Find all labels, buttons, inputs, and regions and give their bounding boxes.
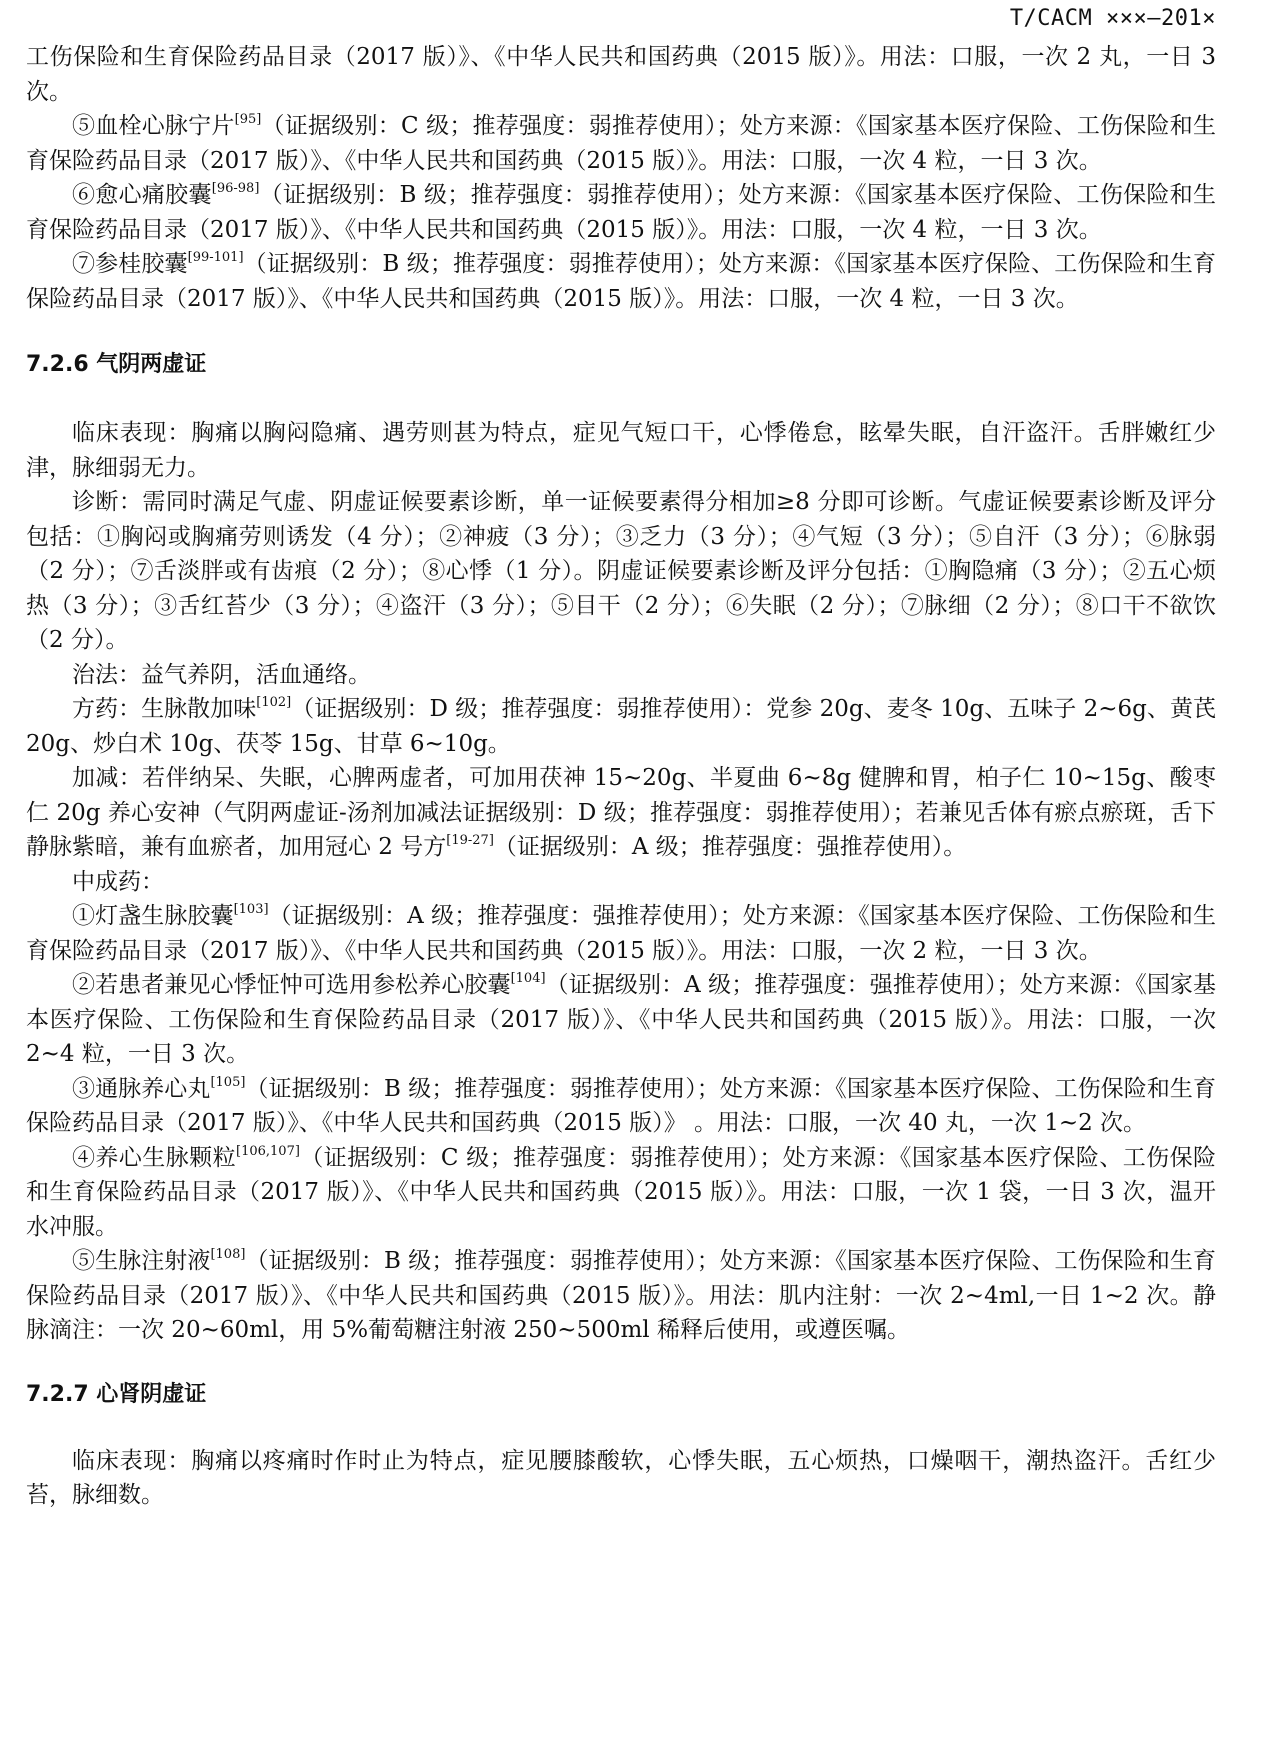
medicine-details: （证据级别：B 级；推荐强度：弱推荐使用）；处方来源：《国家基本医疗保险、工伤保险和生育保险药品目录（2017 版）》、《中华人民共和国药典（2015 版）》。用法：口服，一次 4 粒，一日 3 次。 [26,182,1217,243]
medicine-details: （证据级别：B 级；推荐强度：弱推荐使用）；处方来源：《国家基本医疗保险、工伤保险和生育保险药品目录（2017 版）》、《中华人民共和国药典（2015 版）》 。用法：口服，一次 40 丸，一次 1~2 次。 [26,1075,1216,1136]
modification-text: 加减：若伴纳呆、失眠，心脾两虚者，可加用茯神 15~20g、半夏曲 6~8g 健脾和胃，柏子仁 10~15g、酸枣仁 20g 养心安神（气阴两虚证-汤剂加减法证据级别：D 级；推荐强度：弱推荐使用）；若兼见舌体有瘀点瘀斑，舌下静脉紫暗，兼有血瘀者，加用冠心 2 号方 [26,765,1216,860]
citation-ref: [95] [234,112,262,127]
citation-ref: [104] [510,971,546,986]
medicine-item [26,899,1216,968]
medicine-name: ⑤血栓心脉宁片 [72,113,235,139]
formula-text: 方药：生脉散加味 [72,696,257,722]
medicine-item [26,109,1216,178]
medicine-item [26,1141,1216,1245]
modification-details: （证据级别：A 级；推荐强度：强推荐使用）。 [493,834,967,860]
medicine-name: ⑥愈心痛胶囊 [72,182,212,208]
medicine-name: ①灯盏生脉胶囊 [72,903,234,929]
section-heading: 7.2.7 心肾阴虚证 [26,1381,207,1407]
citation-ref: [96-98] [211,181,260,196]
citation-ref: [103] [233,902,269,917]
medicine-name: ③通脉养心丸 [72,1075,211,1102]
medicine-name: ④养心生脉颗粒 [72,1144,237,1171]
treatment-paragraph: 治法：益气养阴，活血通络。 [72,661,371,688]
section-heading: 7.2.6 气阴两虚证 [26,352,207,377]
medicine-name: ⑤生脉注射液 [72,1248,211,1274]
medicine-details: （证据级别：A 级；推荐强度：强推荐使用）；处方来源：《国家基本医疗保险、工伤保险和生育保险药品目录（2017 版）》、《中华人民共和国药典（2015 版）》。用法：口服，一次 2 粒，一日 3 次。 [26,903,1217,964]
document-body [26,40,1216,1513]
clinical-manifestation: 临床表现：胸痛以胸闷隐痛、遇劳则甚为特点，症见气短口干，心悸倦怠，眩晕失眠，自汗盗汗。舌胖嫩红少津，脉细弱无力。 [26,420,1216,481]
citation-ref: [102] [256,695,292,710]
formula-paragraph [26,692,1216,761]
medicine-details: （证据级别：B 级；推荐强度：弱推荐使用）；处方来源：《国家基本医疗保险、工伤保险和生育保险药品目录（2017 版）》、《中华人民共和国药典（2015 版）》。用法：口服，一次 4 粒，一日 3 次。 [26,251,1217,312]
citation-ref: [105] [210,1074,246,1090]
citation-ref: [108] [210,1247,246,1262]
medicine-details: （证据级别：A 级；推荐强度：强推荐使用）；处方来源：《国家基本医疗保险、工伤保险和生育保险药品目录（2017 版）》、《中华人民共和国药典（2015 版）》。用法：口服，一次 2~4 粒，一日 3 次。 [26,972,1216,1067]
medicine-name: ②若患者兼见心悸怔忡可选用参松养心胶囊 [72,972,511,998]
medicine-details: （证据级别：B 级；推荐强度：弱推荐使用）；处方来源：《国家基本医疗保险、工伤保险和生育保险药品目录（2017 版）》、《中华人民共和国药典（2015 版）》。用法：肌内注射：一次 2~4ml,一日 1~2 次。静脉滴注：一次 20~60ml，用 5%葡萄糖注射液 250~500ml 稀释后使用，或遵医嘱。 [26,1248,1216,1343]
paragraph-continued: 工伤保险和生育保险药品目录（2017 版）》、《中华人民共和国药典（2015 版）》。用法：口服，一次 2 丸，一日 3 次。 [26,44,1216,105]
formula-details: （证据级别：D 级；推荐强度：弱推荐使用）：党参 20g、麦冬 10g、五味子 2~6g、黄芪 20g、炒白术 10g、茯苓 15g、甘草 6~10g。 [26,696,1216,757]
tcm-label: 中成药： [72,868,164,895]
document-code: T/CACM ×××—201× [1009,6,1216,31]
medicine-item [26,178,1216,247]
medicine-item [26,1072,1216,1141]
medicine-item [26,968,1216,1072]
citation-ref: [99-101] [187,250,244,265]
medicine-details: （证据级别：C 级；推荐强度：弱推荐使用）；处方来源：《国家基本医疗保险、工伤保险和生育保险药品目录（2017 版）》、《中华人民共和国药典（2015 版）》。用法：口服，一次 1 袋，一日 3 次，温开水冲服。 [26,1144,1216,1240]
modification-paragraph [26,761,1216,865]
medicine-item [26,1244,1216,1348]
clinical-manifestation: 临床表现：胸痛以疼痛时作时止为特点，症见腰膝酸软，心悸失眠，五心烦热，口燥咽干，潮热盗汗。舌红少苔，脉细数。 [26,1447,1216,1508]
medicine-item [26,247,1216,316]
medicine-name: ⑦参桂胶囊 [72,251,188,277]
medicine-details: （证据级别：C 级；推荐强度：弱推荐使用）；处方来源：《国家基本医疗保险、工伤保险和生育保险药品目录（2017 版）》、《中华人民共和国药典（2015 版）》。用法：口服，一次 4 粒，一日 3 次。 [26,113,1217,174]
diagnosis-paragraph: 诊断：需同时满足气虚、阴虚证候要素诊断，单一证候要素得分相加≥8 分即可诊断。气虚证候要素诊断及评分包括：①胸闷或胸痛劳则诱发（4 分）；②神疲（3 分）；③乏力（3 分）；④气短（3 分）；⑤自汗（3 分）；⑥脉弱（2 分）；⑦舌淡胖或有齿痕（2 分）；⑧心悸（1 分）。阴虚证候要素诊断及评分包括：①胸隐痛（3 分）；②五心烦热（3 分）；③舌红苔少（3 分）；④盗汗（3 分）；⑤目干（2 分）；⑥失眠（2 分）；⑦脉细（2 分）；⑧口干不欲饮（2 分）。 [26,489,1216,653]
citation-ref: [106,107] [236,1143,300,1159]
citation-ref: [19-27] [446,833,494,848]
